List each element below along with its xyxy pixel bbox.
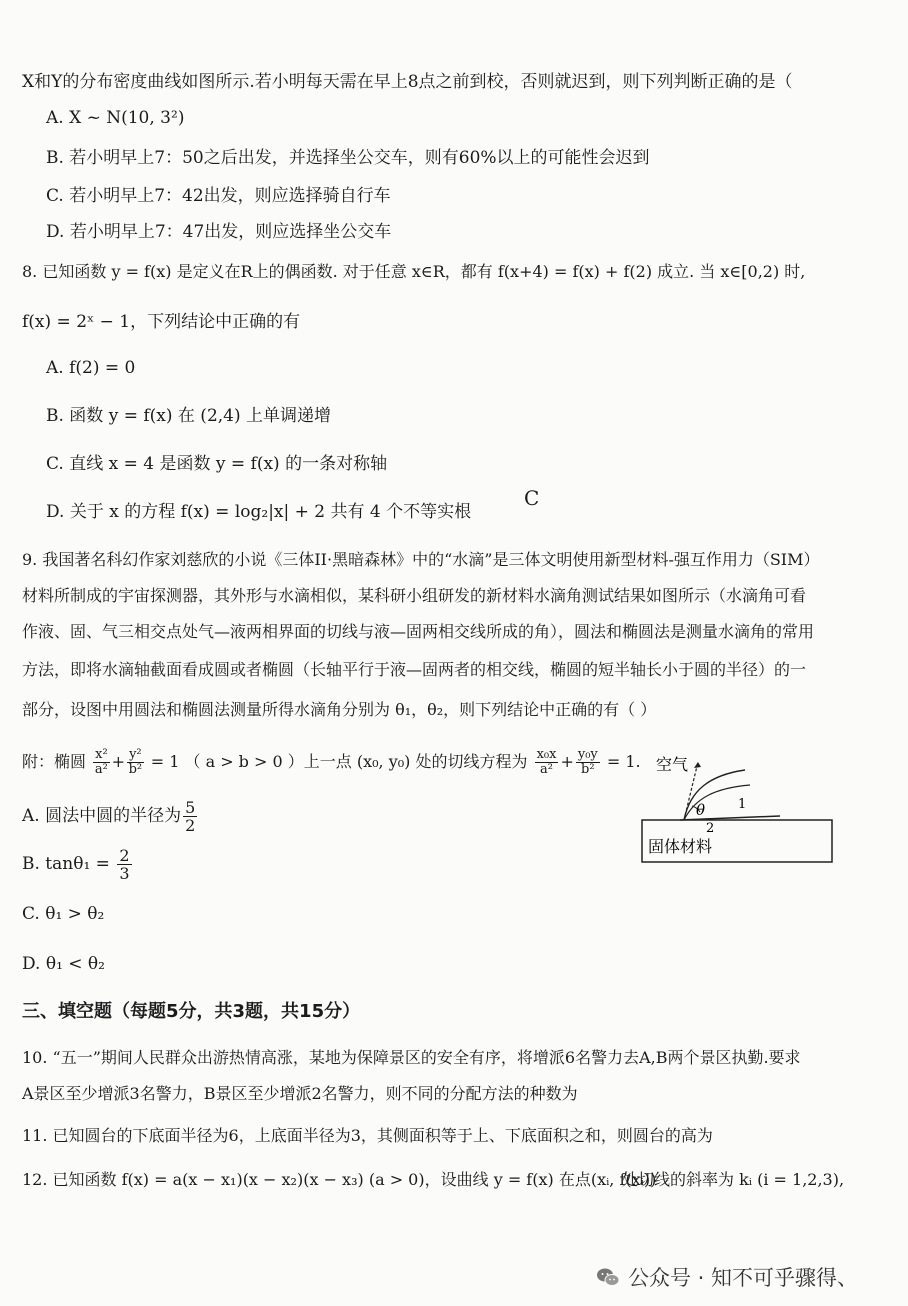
tangent-x-den: a² xyxy=(540,762,554,777)
q9-option-c: C. θ₁ > θ₂ xyxy=(22,904,105,924)
q9-line-4: 方法，即将水滴轴截面看成圆或者椭圆（长轴平行于液—固两者的相交线，椭圆的短半轴长小于圆的半径）的一 xyxy=(22,660,807,679)
drop-curve-outer xyxy=(684,770,745,820)
radius-fraction xyxy=(183,799,197,834)
watermark-text: 公众号 · 知不可乎骤得、 xyxy=(628,1266,859,1290)
q9-option-b-prefix: B. tanθ₁ = xyxy=(22,854,110,874)
appendix-mid: = 1 （ a > b > 0 ）上一点 (x₀, y₀) 处的切线方程为 xyxy=(150,752,528,771)
q9-line-3: 作液、固、气三相交点处气—液两相界面的切线与液—固两相交线所成的角），圆法和椭圆法是测量水滴角的常用 xyxy=(22,622,815,641)
q9-option-a-prefix: A. 圆法中圆的半径为 xyxy=(22,806,182,826)
radius-den: 2 xyxy=(185,816,196,835)
wechat-icon xyxy=(596,1265,620,1289)
appendix-prefix: 附：椭圆 xyxy=(22,752,87,771)
q8-option-c: C. 直线 x = 4 是函数 y = f(x) 的一条对称轴 xyxy=(46,454,388,474)
ellipse-y-den: b² xyxy=(128,762,143,777)
tangent-arrow xyxy=(694,762,701,768)
q7-option-d: D. 若小明早上7：47出发，则应选择坐公交车 xyxy=(46,222,392,242)
stray-mark: C xyxy=(524,486,540,510)
q9-option-a xyxy=(22,798,199,834)
q10-line-2: A景区至少增派3名警力，B景区至少增派2名警力，则不同的分配方法的种数为 xyxy=(22,1084,578,1103)
section-heading: 三、填空题（每题5分，共3题，共15分） xyxy=(22,1001,361,1022)
q8-option-b: B. 函数 y = f(x) 在 (2,4) 上单调递增 xyxy=(46,406,332,426)
q9-line-2: 材料所制成的宇宙探测器，其外形与水滴相似，某科研小组研发的新材料水滴角测试结果如图所示（水滴角可看 xyxy=(22,586,807,605)
q12-line-right: 处切线的斜率为 kᵢ (i = 1,2,3), xyxy=(622,1170,845,1189)
tangent-y-num: y₀y xyxy=(577,747,598,762)
appendix-suffix: = 1. xyxy=(606,752,641,771)
q9-appendix: 附：椭圆 $\frac{\text{x²}}{\text{a²}}$ + $\frac{\text{y²}}{\text{b²}}$ = 1 （ a > b > 0 ）上一点 (x₀, y₀) 处的切线方程为 $\frac{\text{x₀x}}{\text{a²}}$ + $\frac{\text{y₀y}}{\text{b²}}$ = 1. xyxy=(22,747,641,777)
tangent-x-num: x₀x xyxy=(536,747,557,762)
tan-fraction xyxy=(117,847,131,882)
figure-two-label: 2 xyxy=(706,821,715,836)
q8-stem-line2: f(x) = 2ˣ − 1，下列结论中正确的有 xyxy=(22,312,301,332)
q8-option-a: A. f(2) = 0 xyxy=(46,358,136,378)
q9-option-d: D. θ₁ < θ₂ xyxy=(22,954,105,974)
figure-theta-label: θ xyxy=(696,801,706,819)
tangent-y-den: b² xyxy=(581,762,595,777)
ellipse-y-num: y² xyxy=(129,747,142,762)
ellipse-x-num: x² xyxy=(95,747,108,762)
ellipse-x-fraction xyxy=(93,748,110,777)
q7-option-c: C. 若小明早上7：42出发，则应选择骑自行车 xyxy=(46,186,391,206)
ellipse-x-den: a² xyxy=(94,762,108,777)
figure-air-label: 空气 xyxy=(656,755,689,774)
q8-stem-line1: 8. 已知函数 y = f(x) 是定义在R上的偶函数. 对于任意 x∈R，都有 f(x+4) = f(x) + f(2) 成立. 当 x∈[0,2) 时, xyxy=(22,262,806,281)
figure-solid-label: 固体材料 xyxy=(648,837,713,856)
ellipse-y-fraction xyxy=(127,748,144,777)
radius-num: 5 xyxy=(185,798,196,817)
tangent-x-fraction xyxy=(535,748,559,777)
q7-option-a: A. X ~ N(10, 3²) xyxy=(46,108,185,128)
tangent-y-fraction xyxy=(576,748,600,777)
water-drop-figure xyxy=(640,750,835,865)
q11-line: 11. 已知圆台的下底面半径为6，上底面半径为3，其侧面积等于上、下底面积之和，则圆台的高为 xyxy=(22,1126,713,1145)
q9-line-5: 部分，设图中用圆法和椭圆法测量所得水滴角分别为 θ₁，θ₂，则下列结论中正确的有（ ） xyxy=(22,700,657,719)
q10-line-1: 10. “五一”期间人民群众出游热情高涨，某地为保障景区的安全有序，将增派6名警力去A,B两个景区执勤.要求 xyxy=(22,1048,801,1067)
q7-option-b: B. 若小明早上7：50之后出发，并选择坐公交车，则有60%以上的可能性会迟到 xyxy=(46,148,650,168)
watermark xyxy=(596,1262,858,1292)
q9-option-b xyxy=(22,846,134,882)
q8-option-d: D. 关于 x 的方程 f(x) = log₂|x| + 2 共有 4 个不等实根 xyxy=(46,502,472,522)
q12-line-left: 12. 已知函数 f(x) = a(x − x₁)(x − x₂)(x − x₃) (a > 0)，设曲线 y = f(x) 在点(xᵢ, f(xᵢ)) xyxy=(22,1170,657,1189)
q9-line-1: 9. 我国著名科幻作家刘慈欣的小说《三体II·黑暗森林》中的“水滴”是三体文明使用新型材料-强互作用力（SIM） xyxy=(22,550,820,569)
tan-den: 3 xyxy=(119,864,130,883)
figure-one-label: 1 xyxy=(738,797,747,812)
tan-num: 2 xyxy=(119,846,130,865)
q7-stem: X和Y的分布密度曲线如图所示.若小明每天需在早上8点之前到校，否则就迟到，则下列判断正确的是（ xyxy=(22,72,793,92)
